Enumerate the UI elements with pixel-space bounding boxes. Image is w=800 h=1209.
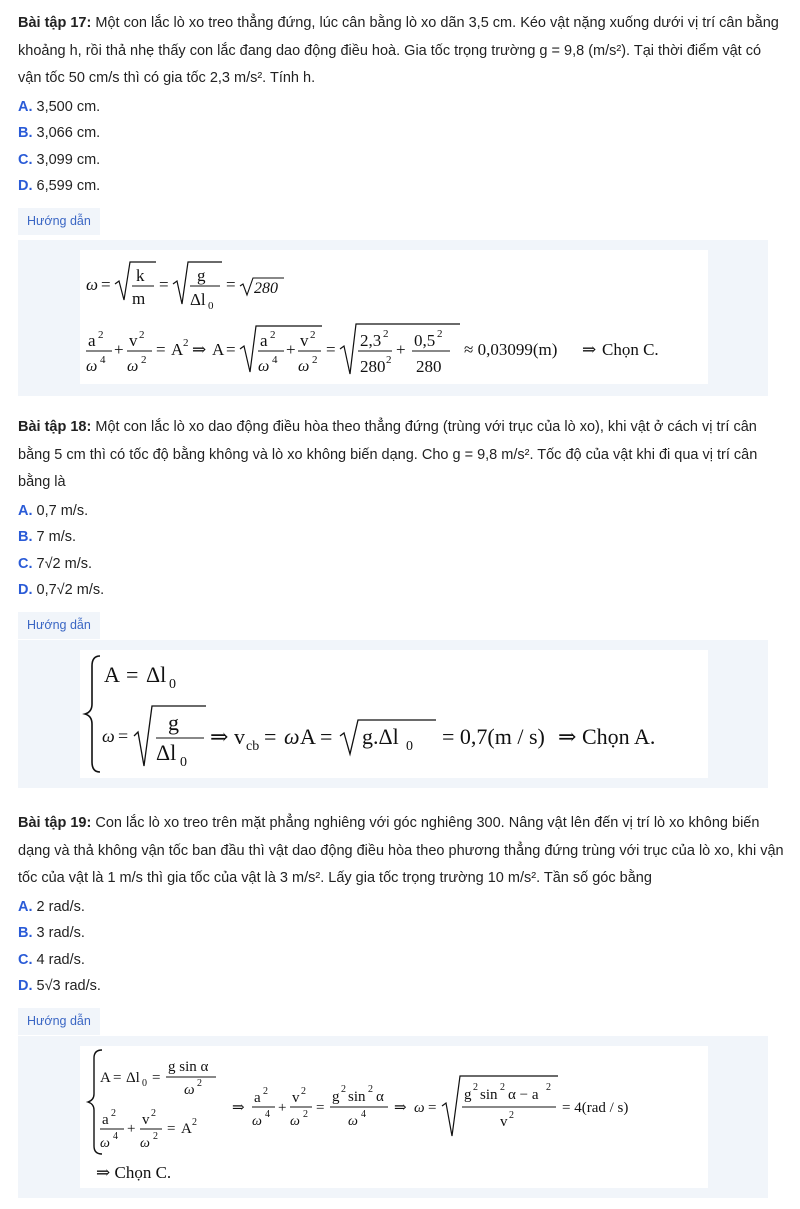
svg-text:⇒: ⇒ bbox=[394, 1100, 407, 1116]
svg-text:ω: ω bbox=[86, 275, 99, 294]
svg-text:sin: sin bbox=[480, 1087, 498, 1103]
svg-text:ω: ω bbox=[102, 726, 115, 746]
svg-text:A: A bbox=[181, 1121, 192, 1137]
svg-text:2: 2 bbox=[139, 329, 145, 341]
svg-text:0: 0 bbox=[406, 739, 413, 754]
svg-text:Δl: Δl bbox=[190, 290, 206, 309]
solution-equation-19 bbox=[80, 1046, 708, 1188]
svg-text:ω: ω bbox=[140, 1136, 150, 1151]
svg-text:0: 0 bbox=[180, 755, 187, 770]
svg-text:=: = bbox=[118, 726, 129, 746]
question-body: Một con lắc lò xo treo thẳng đứng, lúc cân bằng lò xo dãn 3,5 cm. Kéo vật nặng xuống dưới vị trí cân bằng khoảng h, rồi thả nhẹ thấy con lắc đang dao động điều hoà. Gia tốc trọng trường g = 9,8 (m/s²). Tại thời điểm vật có vận tốc 50 cm/s thì có gia tốc 2,3 m/s². Tính h. bbox=[18, 15, 779, 86]
svg-text:A: A bbox=[300, 724, 316, 749]
question-text bbox=[18, 10, 784, 93]
option-text: 0,7 m/s. bbox=[32, 502, 89, 519]
svg-text:ω: ω bbox=[284, 724, 300, 749]
svg-text:2: 2 bbox=[546, 1082, 551, 1093]
svg-text:Chọn C.: Chọn C. bbox=[602, 340, 659, 359]
svg-text:ω: ω bbox=[127, 358, 139, 375]
svg-text:ω: ω bbox=[100, 1136, 110, 1151]
svg-text:2: 2 bbox=[141, 354, 147, 366]
question-text bbox=[18, 414, 784, 497]
svg-text:g: g bbox=[464, 1087, 472, 1103]
svg-text:4: 4 bbox=[113, 1131, 118, 1142]
svg-text:=: = bbox=[101, 275, 111, 294]
svg-text:0: 0 bbox=[169, 677, 176, 692]
option-letter: B. bbox=[18, 125, 33, 141]
svg-text:= 4(rad / s): = 4(rad / s) bbox=[562, 1100, 629, 1116]
option-text: 2 rad/s. bbox=[32, 898, 85, 915]
svg-text:⇒: ⇒ bbox=[192, 340, 207, 359]
option-text: 3,500 cm. bbox=[32, 98, 101, 115]
option-text: 0,7√2 m/s. bbox=[32, 582, 105, 598]
svg-text:4: 4 bbox=[265, 1109, 270, 1120]
question-text bbox=[18, 810, 784, 893]
svg-text:2: 2 bbox=[368, 1084, 373, 1095]
problem-19 bbox=[18, 810, 784, 1035]
guide-toggle[interactable]: Hướng dẫn bbox=[18, 208, 100, 235]
options-list bbox=[18, 498, 784, 604]
svg-text:⇒: ⇒ bbox=[210, 724, 229, 749]
svg-text:a: a bbox=[88, 331, 96, 350]
svg-text:⇒: ⇒ bbox=[582, 340, 597, 359]
option-c bbox=[18, 147, 784, 174]
svg-text:2: 2 bbox=[310, 329, 316, 341]
option-text: 7√2 m/s. bbox=[32, 555, 93, 572]
svg-text:ω: ω bbox=[298, 358, 310, 375]
svg-text:g: g bbox=[168, 710, 179, 735]
option-b bbox=[18, 524, 784, 551]
svg-text:⇒: ⇒ bbox=[232, 1100, 245, 1116]
solution-equation-17 bbox=[80, 250, 708, 384]
svg-text:sin: sin bbox=[348, 1089, 366, 1105]
svg-text:ω: ω bbox=[414, 1100, 425, 1116]
option-letter: D. bbox=[18, 178, 33, 194]
svg-text:m: m bbox=[132, 289, 146, 308]
svg-text:280: 280 bbox=[360, 357, 386, 376]
svg-text:2: 2 bbox=[197, 1078, 202, 1089]
svg-text:α − a: α − a bbox=[508, 1087, 539, 1103]
svg-text:ω: ω bbox=[348, 1114, 358, 1129]
option-d bbox=[18, 973, 784, 1000]
svg-text:=: = bbox=[326, 340, 336, 359]
svg-text:A: A bbox=[100, 1070, 111, 1086]
svg-text:2: 2 bbox=[473, 1082, 478, 1093]
problem-18 bbox=[18, 414, 784, 639]
svg-text:v: v bbox=[234, 724, 245, 749]
svg-text:a: a bbox=[260, 331, 268, 350]
svg-text:+: + bbox=[114, 340, 124, 359]
svg-text:=: = bbox=[264, 724, 277, 749]
svg-text:2: 2 bbox=[437, 328, 443, 340]
svg-text:v: v bbox=[142, 1112, 150, 1128]
option-b bbox=[18, 120, 784, 147]
svg-text:+: + bbox=[278, 1100, 287, 1116]
svg-text:g: g bbox=[332, 1089, 340, 1105]
option-letter: C. bbox=[18, 555, 33, 572]
svg-text:= 0,7(m / s): = 0,7(m / s) bbox=[442, 724, 545, 749]
svg-text:=: = bbox=[226, 275, 236, 294]
svg-text:2: 2 bbox=[270, 329, 276, 341]
svg-text:2: 2 bbox=[386, 354, 392, 366]
option-letter: A. bbox=[18, 502, 33, 519]
svg-text:=: = bbox=[159, 275, 169, 294]
option-c bbox=[18, 551, 784, 578]
option-text: 3,066 cm. bbox=[32, 125, 101, 141]
svg-text:2: 2 bbox=[301, 1086, 306, 1097]
svg-text:=: = bbox=[156, 340, 166, 359]
svg-text:v: v bbox=[129, 331, 138, 350]
question-body: Một con lắc lò xo dao động điều hòa theo thẳng đứng (trùng với trục của lò xo), khi vật ở cách vị trí cân bằng 5 cm thì có tốc độ bằng không và lò xo không biến dạng. Cho g = 9,8 m/s². Tốc độ của vật khi đi qua vị trí cân bằng là bbox=[18, 419, 758, 490]
svg-text:cb: cb bbox=[246, 739, 260, 754]
svg-text:+: + bbox=[396, 340, 406, 359]
option-letter: A. bbox=[18, 898, 33, 915]
svg-text:=: = bbox=[167, 1121, 176, 1137]
svg-text:4: 4 bbox=[361, 1109, 366, 1120]
svg-text:280: 280 bbox=[416, 357, 442, 376]
svg-text:2: 2 bbox=[151, 1108, 156, 1119]
svg-text:ω: ω bbox=[184, 1082, 195, 1098]
option-text: 4 rad/s. bbox=[32, 951, 85, 968]
svg-text:v: v bbox=[300, 331, 309, 350]
svg-text:α: α bbox=[376, 1089, 384, 1105]
option-b bbox=[18, 920, 784, 947]
svg-text:280: 280 bbox=[254, 280, 278, 297]
solution-panel-17 bbox=[18, 240, 768, 396]
svg-text:=: = bbox=[428, 1100, 437, 1116]
problem-17 bbox=[18, 10, 784, 235]
option-letter: A. bbox=[18, 98, 33, 115]
svg-text:=: = bbox=[316, 1100, 325, 1116]
option-letter: D. bbox=[18, 978, 33, 994]
svg-text:2: 2 bbox=[509, 1110, 514, 1121]
option-letter: D. bbox=[18, 582, 33, 598]
svg-text:2: 2 bbox=[500, 1082, 505, 1093]
svg-text:≈ 0,03099(m): ≈ 0,03099(m) bbox=[464, 340, 558, 359]
option-letter: B. bbox=[18, 925, 33, 941]
question-body: Con lắc lò xo treo trên mặt phẳng nghiêng với góc nghiêng 300. Nâng vật lên đến vị trí lò xo không biến dạng và thả không vận tốc ban đầu thì vật dao động điều hòa theo phương thẳng đứng trùng với trục của lò xo, khi vận tốc của vật là 1 m/s thì gia tốc của vật là 3 m/s². Lấy gia tốc trọng trường 10 m/s². Tần số góc bằng bbox=[18, 815, 784, 886]
svg-text:v: v bbox=[292, 1090, 300, 1106]
svg-text:v: v bbox=[500, 1114, 508, 1130]
option-text: 5√3 rad/s. bbox=[32, 978, 101, 994]
solution-equation-18 bbox=[80, 650, 708, 778]
options-list bbox=[18, 94, 784, 200]
svg-text:A: A bbox=[104, 662, 120, 687]
svg-text:2,3: 2,3 bbox=[360, 331, 382, 350]
svg-text:4: 4 bbox=[272, 354, 278, 366]
svg-text:ω: ω bbox=[258, 358, 270, 375]
svg-text:2: 2 bbox=[183, 337, 189, 349]
svg-text:Δl: Δl bbox=[126, 1070, 140, 1086]
svg-text:=: = bbox=[152, 1070, 161, 1086]
svg-text:2: 2 bbox=[111, 1108, 116, 1119]
svg-text:A: A bbox=[171, 340, 184, 359]
svg-text:2: 2 bbox=[341, 1084, 346, 1095]
problem-label: Bài tập 18: bbox=[18, 419, 92, 435]
svg-text:⇒: ⇒ bbox=[558, 724, 577, 749]
option-text: 7 m/s. bbox=[32, 529, 77, 545]
solution-line-3: ⇒ Chọn C. bbox=[96, 1163, 172, 1182]
svg-text:Δl: Δl bbox=[156, 740, 177, 765]
svg-text:=: = bbox=[126, 662, 139, 687]
equation-image bbox=[80, 1046, 708, 1188]
equation-image bbox=[80, 250, 708, 384]
svg-text:ω: ω bbox=[252, 1114, 262, 1129]
svg-text:4: 4 bbox=[100, 354, 106, 366]
svg-text:ω: ω bbox=[290, 1114, 300, 1129]
equation-image bbox=[80, 650, 708, 778]
problem-label: Bài tập 17: bbox=[18, 15, 92, 31]
option-text: 3 rad/s. bbox=[32, 925, 85, 941]
svg-text:0: 0 bbox=[142, 1078, 147, 1089]
options-list bbox=[18, 894, 784, 1000]
svg-text:2: 2 bbox=[153, 1131, 158, 1142]
problem-label: Bài tập 19: bbox=[18, 815, 92, 831]
svg-text:k: k bbox=[136, 266, 145, 285]
option-d bbox=[18, 173, 784, 200]
svg-text:+: + bbox=[127, 1121, 136, 1137]
svg-text:2: 2 bbox=[98, 329, 104, 341]
svg-text:0,5: 0,5 bbox=[414, 331, 436, 350]
svg-text:a: a bbox=[254, 1090, 261, 1106]
option-c bbox=[18, 947, 784, 974]
svg-text:2: 2 bbox=[303, 1109, 308, 1120]
guide-toggle[interactable]: Hướng dẫn bbox=[18, 612, 100, 639]
svg-text:g sin α: g sin α bbox=[168, 1059, 209, 1075]
option-text: 6,599 cm. bbox=[32, 178, 101, 194]
option-a bbox=[18, 94, 784, 121]
svg-text:ω: ω bbox=[86, 358, 98, 375]
solution-panel-19 bbox=[18, 1036, 768, 1198]
svg-text:Δl: Δl bbox=[146, 662, 167, 687]
svg-text:=: = bbox=[320, 724, 333, 749]
solution-panel-18 bbox=[18, 640, 768, 788]
svg-text:2: 2 bbox=[383, 328, 389, 340]
option-d bbox=[18, 577, 784, 604]
guide-toggle[interactable]: Hướng dẫn bbox=[18, 1008, 100, 1035]
svg-text:2: 2 bbox=[312, 354, 318, 366]
svg-text:A: A bbox=[212, 340, 225, 359]
svg-text:2: 2 bbox=[192, 1117, 197, 1128]
svg-text:g.Δl: g.Δl bbox=[362, 724, 399, 749]
svg-text:2: 2 bbox=[263, 1086, 268, 1097]
svg-text:g: g bbox=[197, 266, 206, 285]
svg-text:Chọn A.: Chọn A. bbox=[582, 724, 656, 749]
option-text: 3,099 cm. bbox=[32, 151, 101, 168]
svg-text:0: 0 bbox=[208, 300, 214, 312]
svg-text:a: a bbox=[102, 1112, 109, 1128]
option-letter: C. bbox=[18, 951, 33, 968]
option-letter: B. bbox=[18, 529, 33, 545]
svg-text:=: = bbox=[226, 340, 236, 359]
option-letter: C. bbox=[18, 151, 33, 168]
svg-text:+: + bbox=[286, 340, 296, 359]
svg-text:=: = bbox=[113, 1070, 122, 1086]
option-a bbox=[18, 894, 784, 921]
option-a bbox=[18, 498, 784, 525]
